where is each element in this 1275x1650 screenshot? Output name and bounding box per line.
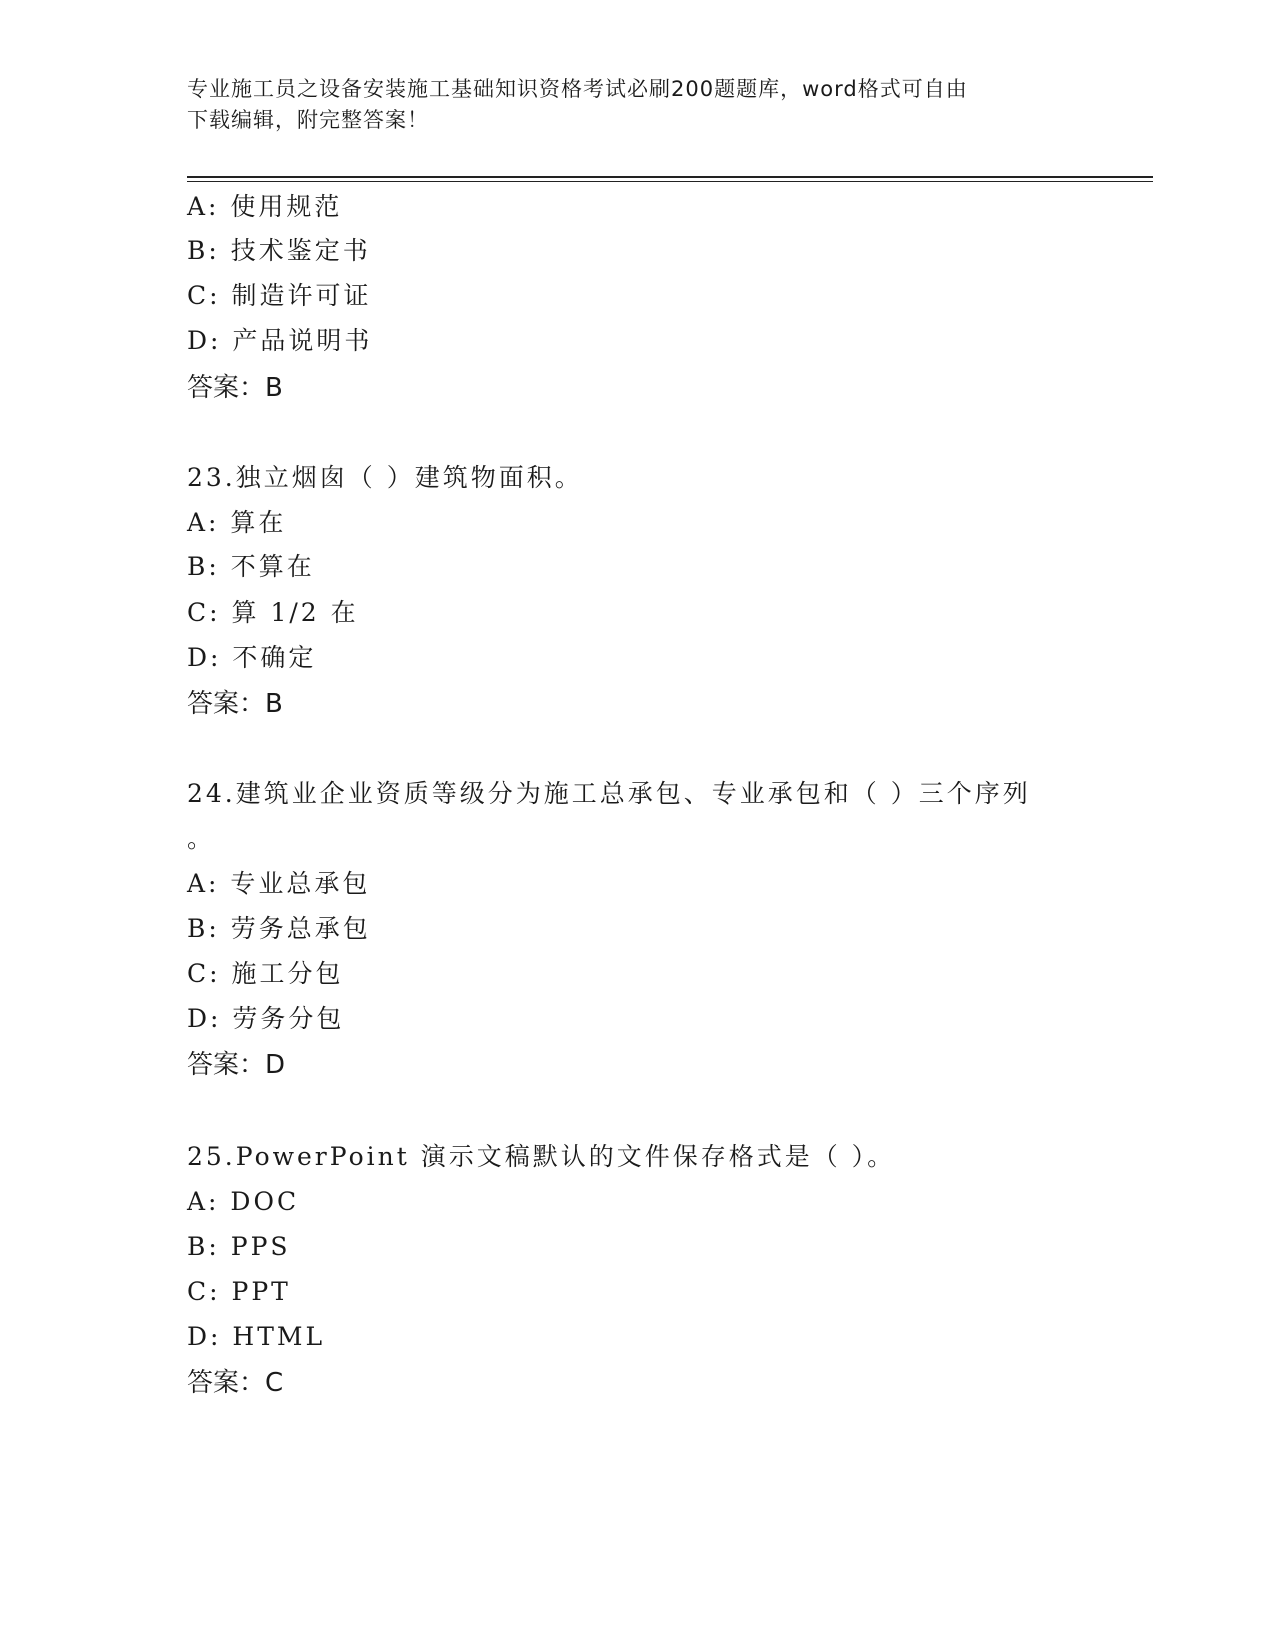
q24-option-a: A: 专业总承包 [187, 869, 371, 898]
q23-option-c: C: 算 1/2 在 [187, 598, 359, 627]
header-divider-thin [187, 181, 1153, 182]
q25-question: 25.PowerPoint 演示文稿默认的文件保存格式是（ ）。 [187, 1142, 896, 1171]
q24-option-c: C: 施工分包 [187, 959, 344, 988]
q25-option-a: A: DOC [187, 1187, 300, 1216]
header-title-line-2: 下载编辑，附完整答案！ [187, 108, 429, 132]
q22-option-a: A: 使用规范 [187, 192, 343, 221]
q23-question: 23.独立烟囱（ ）建筑物面积。 [187, 463, 583, 492]
q24-option-b: B: 劳务总承包 [187, 914, 371, 943]
q22-option-c: C: 制造许可证 [187, 281, 372, 310]
q23-option-a: A: 算在 [187, 508, 287, 537]
q23-option-b: B: 不算在 [187, 552, 315, 581]
q25-option-c: C: PPT [187, 1277, 291, 1306]
q24-question-line-1: 24.建筑业企业资质等级分为施工总承包、专业承包和（ ）三个序列 [187, 779, 1031, 808]
q22-option-d: D: 产品说明书 [187, 326, 373, 355]
q23-option-d: D: 不确定 [187, 643, 317, 672]
q25-option-d: D: HTML [187, 1322, 326, 1351]
q23-answer: 答案：B [187, 689, 283, 719]
q22-answer: 答案：B [187, 373, 283, 403]
q24-option-d: D: 劳务分包 [187, 1004, 345, 1033]
q24-question-line-2: 。 [187, 824, 216, 853]
q25-option-b: B: PPS [187, 1232, 291, 1261]
header-divider-thick [187, 176, 1153, 178]
q22-option-b: B: 技术鉴定书 [187, 236, 371, 265]
q25-answer: 答案：C [187, 1368, 284, 1398]
header-title-line-1: 专业施工员之设备安装施工基础知识资格考试必刷200题题库，word格式可自由 [187, 77, 968, 101]
document-header [187, 74, 1067, 136]
q24-answer: 答案：D [187, 1050, 286, 1080]
